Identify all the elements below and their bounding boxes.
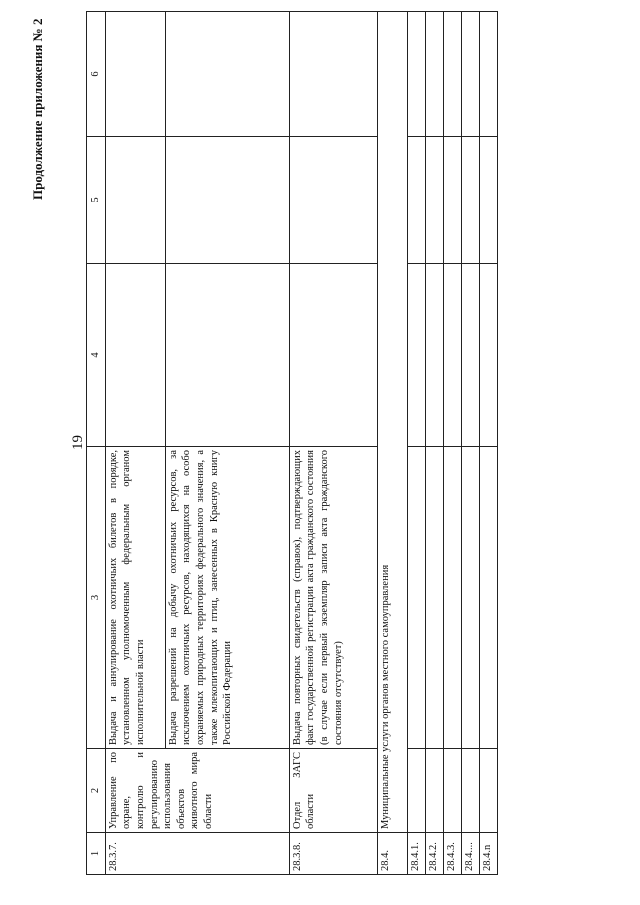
row-number: 28.4.2.: [425, 833, 443, 875]
row-number: 28.4.3.: [443, 833, 461, 875]
service-cell: Выдача повторных свидетельств (справок), подтверждающих факт государственной регистрации акта гражданского состояния (в случае если первый экземпляр записи акта гражданского состояния отсутствует): [289, 447, 377, 749]
header-cell: 1: [87, 833, 106, 875]
row-number: 28.3.8.: [289, 833, 377, 875]
table-row: [479, 12, 497, 875]
row-number: 28.4.n: [479, 833, 497, 875]
service-cell: Выдача и аннулирование охотничьих билетов в порядке, установленном уполномоченным федеральным органом исполнительной власти: [105, 447, 165, 749]
page-number: 19: [70, 435, 86, 450]
organization-cell: Управление по охране, контролю и регулированию использования объектов животного мира области: [105, 749, 289, 833]
header-cell: 3: [87, 447, 106, 749]
services-table: [86, 11, 498, 875]
section-row: [377, 12, 407, 875]
table-row: [443, 12, 461, 875]
table-row: [105, 12, 165, 875]
section-number: 28.4.: [377, 833, 407, 875]
table-row: [407, 12, 425, 875]
table-row: [425, 12, 443, 875]
row-number: 28.3.7.: [105, 833, 289, 875]
organization-cell: Отдел ЗАГС области: [289, 749, 377, 833]
table-header-row: [87, 12, 106, 875]
table-row: [461, 12, 479, 875]
section-title: Муниципальные услуги органов местного самоуправления: [377, 12, 407, 833]
service-cell: Выдача разрешений на добычу охотничьих ресурсов, за исключением охотничьих ресурсов, находящихся на особо охраняемых природных территориях федерального значения, а также млекопитающих и птиц, занесенных в Красную книгу Российской Федерации: [165, 447, 289, 749]
row-number: 28.4.1.: [407, 833, 425, 875]
table-row: [289, 12, 377, 875]
header-cell: 6: [87, 12, 106, 137]
header-cell: 4: [87, 264, 106, 447]
page-heading: Продолжение приложения № 2: [30, 18, 45, 200]
header-cell: 5: [87, 137, 106, 264]
row-number: 28.4....: [461, 833, 479, 875]
header-cell: 2: [87, 749, 106, 833]
table-row: [165, 12, 289, 875]
